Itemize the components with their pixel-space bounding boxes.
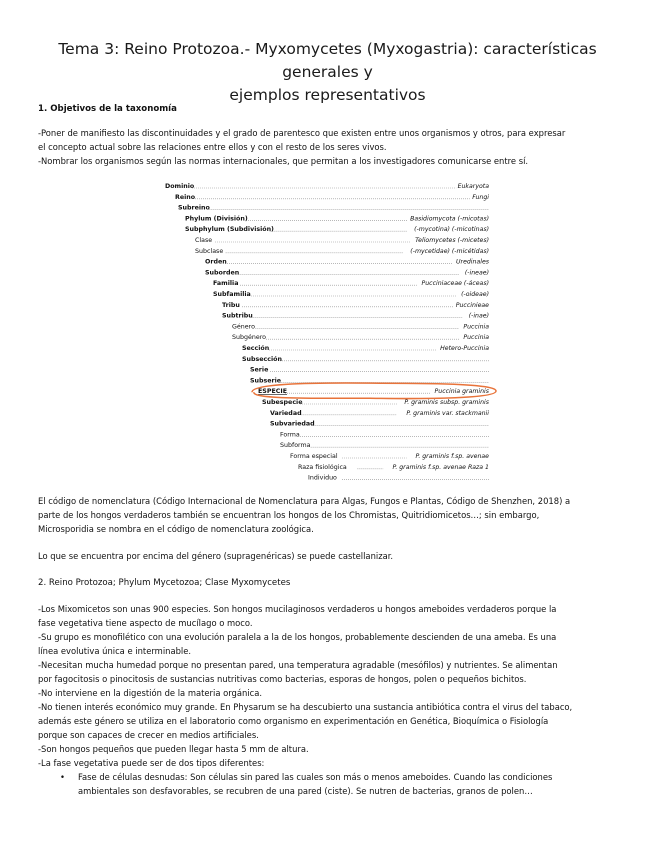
objective-1-line-2: el concepto actual sobre las relaciones entre ellos y con el resto de los seres vivos.: [38, 142, 387, 152]
taxonomy-example: Fungi: [472, 193, 489, 201]
taxonomy-rank: Subphylum (Subdivisión): [185, 226, 274, 234]
taxonomy-row: [270, 409, 489, 417]
taxonomy-rank: Raza fisiológica: [298, 463, 347, 471]
taxonomy-rank: ESPECIE: [258, 388, 288, 396]
section-2-line: -Su grupo es monofilético con una evolución paralela a la de los hongos, probablemente descienden de una ameba. Es una: [38, 632, 557, 642]
page-title: [30, 38, 625, 107]
taxonomy-row: [185, 225, 489, 233]
taxonomy-row: [242, 355, 489, 363]
taxonomy-row: [175, 194, 489, 201]
taxonomy-row: [213, 279, 489, 287]
taxonomy-rank: Suborden: [205, 269, 240, 277]
taxonomy-row: [165, 182, 489, 190]
taxonomy-row: [250, 367, 489, 374]
section-2-line: por fagocitosis o pinocitosis de sustancias nutritivas como bacterias, esporas de hongos, polen o pequeños bichitos.: [38, 674, 527, 684]
taxonomy-rank: Serie: [250, 366, 269, 374]
taxonomy-example: Basidiomycota (-micotas): [410, 215, 489, 223]
taxonomy-rank: Subvariedad: [270, 420, 315, 428]
section-2-line: -No interviene en la digestión de la materia orgánica.: [38, 688, 263, 698]
taxonomy-rank: Subreino: [178, 204, 210, 212]
taxonomy-row: [222, 313, 489, 320]
taxonomy-row: [290, 453, 489, 460]
taxonomy-rank: Forma especial: [290, 453, 338, 460]
taxonomy-rank: Subgénero: [232, 334, 267, 342]
section-1-heading: 1. Objetivos de la taxonomía: [38, 104, 177, 114]
taxonomy-row: [232, 333, 489, 341]
nomenclature-line-1: El código de nomenclatura (Código Internacional de Nomenclatura para Algas, Fungos e Plantas, Código de Shenzhen, 2018) a: [38, 496, 571, 506]
taxonomy-example: P. graminis subsp. graminis: [404, 399, 489, 406]
taxonomy-rank: Individuo: [308, 474, 337, 482]
taxonomy-example: Eukaryota: [457, 183, 489, 190]
taxonomy-example: Pucciniaceae (-áceas): [421, 280, 489, 288]
taxonomy-rank: Variedad: [270, 409, 302, 417]
taxonomy-example: Uredinales: [456, 258, 489, 266]
taxonomy-example: Puccinieae: [455, 301, 489, 309]
taxonomy-row: [242, 344, 489, 352]
objective-1-line-1: -Poner de manifiesto las discontinuidades y el grado de parentesco que existen entre unos organismos y otros, para expresar: [38, 128, 566, 138]
taxonomy-row: [308, 475, 489, 482]
taxonomy-example: P. graminis var. stackmanii: [406, 409, 489, 417]
bullet-line-1: Fase de células desnudas: Son células sin pared las cuales son más o menos ameboides. Cuando las condiciones: [78, 772, 553, 782]
title-line-1: Tema 3: Reino Protozoa.- Myxomycetes (Myxogastria): características generales y: [58, 40, 597, 81]
taxonomy-rank: Dominio: [165, 183, 195, 190]
taxonomy-rank: Familia: [213, 280, 239, 288]
bullet-line-2: ambientales son desfavorables, se recubren de una pared (ciste). Se nutren de bacterias, granos de polen…: [78, 786, 533, 796]
taxonomy-example: (-oideae): [461, 291, 489, 298]
section-2-line: -No tienen interés económico muy grande. En Physarum se ha descubierto una sustancia antibiótica contra el virus del tabaco,: [38, 702, 573, 712]
taxonomy-rank: Clase: [195, 237, 213, 244]
taxonomy-row: [258, 388, 490, 395]
taxonomy-row: [232, 322, 489, 330]
taxonomy-rank: Sección: [242, 345, 270, 352]
taxonomy-row: [270, 421, 489, 428]
taxonomy-row: [280, 442, 489, 449]
taxonomy-example: P. graminis f.sp. avenae Raza 1: [392, 463, 489, 471]
taxonomy-row: [262, 399, 490, 406]
taxonomy-row: [205, 259, 490, 266]
section-2-heading: 2. Reino Protozoa; Phylum Mycetozoa; Clase Myxomycetes: [38, 578, 291, 588]
section-2-line: -Necesitan mucha humedad porque no presentan pared, una temperatura agradable (mesófilos) y nutrientes. Se alimentan: [38, 660, 558, 670]
taxonomy-row: [280, 431, 489, 438]
taxonomy-rank: Subtribu: [222, 312, 253, 320]
castellanizar-note: Lo que se encuentra por encima del género (supragenéricas) se puede castellanizar.: [38, 551, 394, 561]
taxonomy-rank: Subsección: [242, 355, 282, 363]
taxonomy-row: [213, 291, 489, 298]
taxonomy-row: [298, 463, 489, 471]
taxonomy-rank: Subforma: [280, 442, 311, 450]
section-2-line: -La fase vegetativa puede ser de dos tipos diferentes:: [38, 758, 265, 768]
taxonomy-rank: Género: [232, 323, 255, 331]
taxonomy-rank: Subespecie: [262, 399, 303, 406]
section-2-line: porque son capaces de crecer en medios artificiales.: [38, 730, 259, 740]
taxonomy-example: (-mycotina) (-micotinas): [414, 226, 489, 234]
taxonomy-example: (-ineae): [464, 269, 489, 277]
taxonomy-example: Puccinia graminis: [434, 388, 489, 396]
taxonomy-rank: Forma: [280, 431, 300, 439]
taxonomy-rank: Tribu: [222, 301, 240, 309]
taxonomy-rank: Reino: [175, 193, 196, 201]
taxonomy-row: [178, 205, 489, 212]
section-2-line: línea evolutiva única e interminable.: [38, 646, 192, 656]
taxonomy-row: [222, 302, 489, 309]
taxonomy-example: Teliomycetes (-micetes): [415, 237, 489, 244]
nomenclature-line-3: Microsporidia se nombra en el código de nomenclatura zoológica.: [38, 524, 314, 534]
taxonomy-example: Puccinia: [463, 323, 489, 331]
section-2-line: fase vegetativa tiene aspecto de mucílago o moco.: [38, 618, 253, 628]
taxonomy-rank: Subserie: [250, 377, 282, 385]
taxonomy-example: P. graminis f.sp. avenae: [415, 453, 489, 460]
nomenclature-line-2: parte de los hongos verdaderos también se encuentran los hongos de los Chromistas, Quitridiomicetos…; sin embargo,: [38, 510, 540, 520]
taxonomy-rank: Subclase: [195, 247, 224, 255]
taxonomy-hierarchy-figure: [0, 180, 655, 490]
bullet-marker: •: [60, 772, 65, 782]
section-2-line: -Los Mixomicetos son unas 900 especies. Son hongos mucilaginosos verdaderos u hongos ameboides verdaderos porque la: [38, 604, 557, 614]
objective-2: -Nombrar los organismos según las normas internacionales, que permitan a los investigadores comunicarse entre sí.: [38, 156, 529, 166]
taxonomy-example: Hetero-Puccinia: [440, 345, 489, 352]
section-2-line: -Son hongos pequeños que pueden llegar hasta 5 mm de altura.: [38, 744, 309, 754]
taxonomy-example: (-inae): [468, 312, 489, 320]
taxonomy-row: [205, 269, 489, 276]
taxonomy-example: (-mycetidae) (-micétidas): [410, 247, 489, 255]
taxonomy-rank: Phylum (División): [185, 215, 248, 223]
taxonomy-row: [195, 236, 489, 244]
taxonomy-example: Puccinia: [463, 334, 489, 342]
taxonomy-rank: Orden: [205, 258, 227, 266]
title-line-2: ejemplos representativos: [229, 86, 426, 104]
taxonomy-rank: Subfamilia: [213, 291, 251, 298]
taxonomy-row: [195, 247, 489, 255]
taxonomy-row: [185, 214, 489, 222]
section-2-line: además este género se utiliza en el laboratorio como organismo en experimentación en Genética, Bioquímica o Fisiología: [38, 716, 549, 726]
